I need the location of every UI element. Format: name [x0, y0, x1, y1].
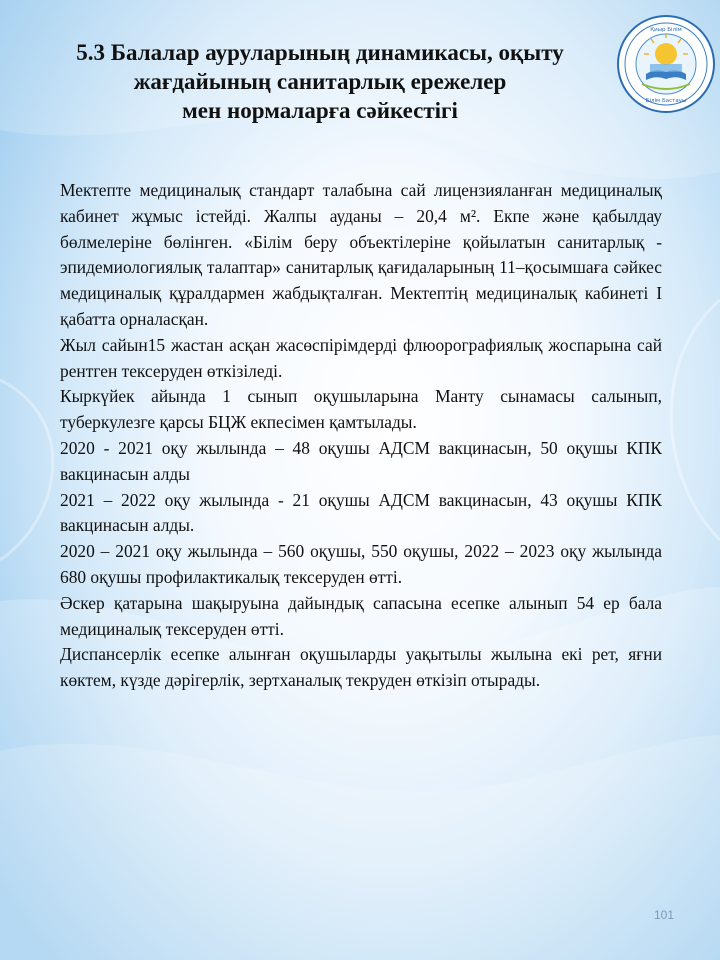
school-emblem-icon [616, 14, 716, 114]
paragraph-medical-cabinet: Мектепте медициналық стандарт талабына сай лицензияланған медициналық кабинет жұмыс істейді. Жалпы ауданы – 20,4 м². Екпе және қабылдау бөлмелеріне бөлінген. «Білім беру объектілеріне қойылатын санитарлық - эпидемиологиялық талаптар» санитарлық қағидаларының 11–қосымшаға сәйкес медициналық құралдармен жабдықталған. Мектептің медициналық кабинеті I қабатта орналасқан. [60, 180, 662, 329]
paragraph-vaccination-2020: 2020 - 2021 оқу жылында – 48 оқушы АДСМ вакцинасын, 50 оқушы КПК вакцинасын алды [60, 437, 662, 484]
body-text [60, 178, 662, 694]
logo-caption-top: Қиыр Білім [650, 27, 682, 33]
title-line-1: 5.3 Балалар ауруларының динамикасы, оқыту [76, 40, 564, 65]
page-number: 101 [653, 908, 674, 922]
title-line-2: жағдайының санитарлық ережелер [133, 69, 507, 94]
page-title [60, 38, 580, 125]
logo-caption-bottom: Білім Бастауы [645, 98, 687, 104]
paragraph-mantoux: Кыркүйек айында 1 сынып оқушыларына Манту сынамасы салынып, туберкулезге қарсы БЦЖ екпесімен қамтылады. [60, 386, 662, 433]
paragraph-military: Әскер қатарына шақыруына дайындық сапасына есепке алынып 54 ер бала медициналық тексеруден өтті. [60, 592, 662, 639]
paragraph-fluorography: Жыл сайын15 жастан асқан жасөспірімдерді флюорографиялық жоспарына сай рентген тексеруден өткізіледі. [60, 334, 662, 381]
paragraph-vaccination-2021: 2021 – 2022 оқу жылында - 21 оқушы АДСМ вакцинасын, 43 оқушы КПК вакцинасын алды. [60, 489, 662, 536]
paragraph-checkups: 2020 – 2021 оқу жылында – 560 оқушы, 550 оқушы, 2022 – 2023 оқу жылында 680 оқушы профилактикалық тексеруден өтті. [60, 541, 662, 587]
paragraph-dispensary: Диспансерлік есепке алынған оқушыларды уақытылы жылына екі рет, яғни көктем, күзде дәрігерлік, зертханалық текруден өткізіп отырады. [60, 644, 662, 691]
title-line-3: мен нормаларға сәйкестігі [182, 98, 458, 123]
